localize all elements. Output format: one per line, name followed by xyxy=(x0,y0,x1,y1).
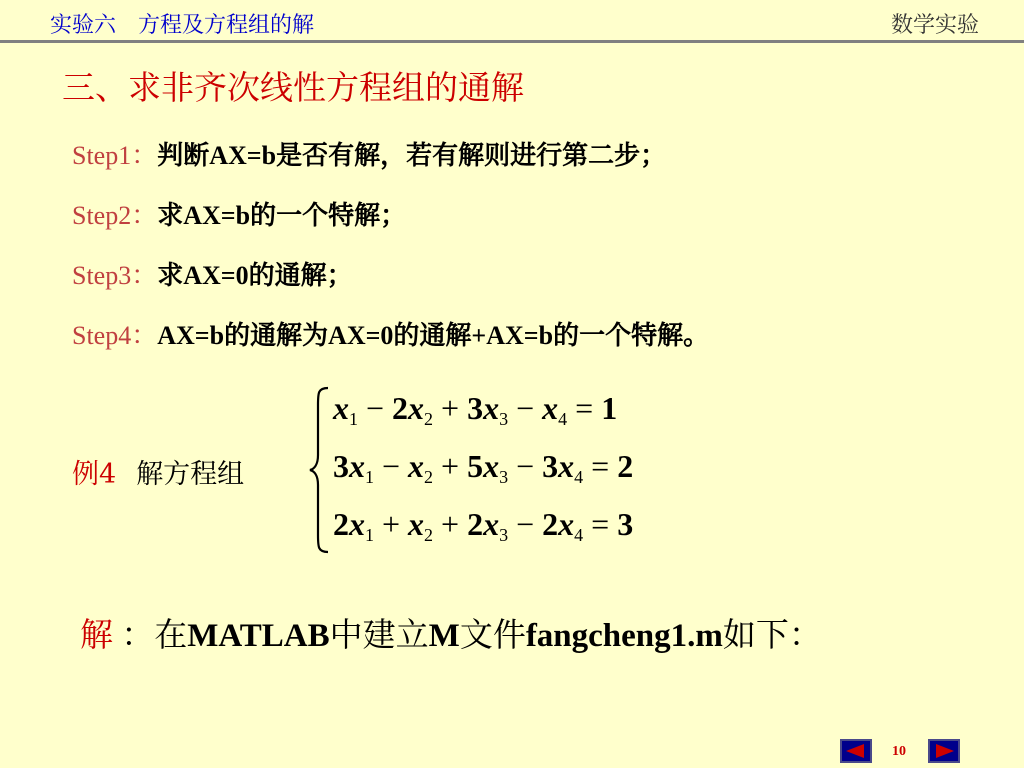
step-1-label: Step1： xyxy=(72,141,158,170)
equation-2: $3x_1 - x_2 + 5x_3 - 3x_4 = 2$ xyxy=(333,448,634,487)
step-3-label: Step3： xyxy=(72,261,158,290)
example-label: 例4 xyxy=(72,459,117,490)
step-4 xyxy=(72,315,709,352)
left-arrow-icon xyxy=(844,743,868,759)
solution-label: 解 xyxy=(80,615,113,654)
previous-slide-button[interactable] xyxy=(840,739,872,763)
next-slide-button[interactable] xyxy=(928,739,960,763)
step-2-label: Step2： xyxy=(72,201,158,230)
step-1-text: 判断AX=b是否有解，若有解则进行第二步； xyxy=(157,141,667,170)
step-3 xyxy=(72,255,353,292)
step-4-text: AX=b的通解为AX=0的通解+AX=b的一个特解。 xyxy=(157,321,710,350)
header-course-title: 数学实验 xyxy=(890,13,979,38)
example-text: 解方程组 xyxy=(136,459,245,490)
step-2 xyxy=(72,195,406,232)
equation-1: $x_1 - 2x_2 + 3x_3 - x_4 = 1$ xyxy=(333,390,618,429)
header-chapter-title: 实验六 方程及方程组的解 xyxy=(50,13,315,38)
page-number: 10 xyxy=(892,744,906,759)
step-1 xyxy=(72,135,666,172)
header-divider xyxy=(0,40,1024,43)
right-arrow-icon xyxy=(932,743,956,759)
step-4-label: Step4： xyxy=(72,321,158,350)
example xyxy=(72,452,244,491)
solution-text: 解 ：在MATLAB中建立M文件fangcheng1.m如下： xyxy=(80,615,822,654)
left-brace-icon xyxy=(308,385,332,555)
step-2-text: 求AX=b的一个特解； xyxy=(157,201,407,230)
section-title: 三、求非齐次线性方程组的通解 xyxy=(62,68,524,107)
equation-3: $2x_1 + x_2 + 2x_3 - 2x_4 = 3$ xyxy=(333,506,634,545)
step-3-text: 求AX=0的通解； xyxy=(157,261,353,290)
